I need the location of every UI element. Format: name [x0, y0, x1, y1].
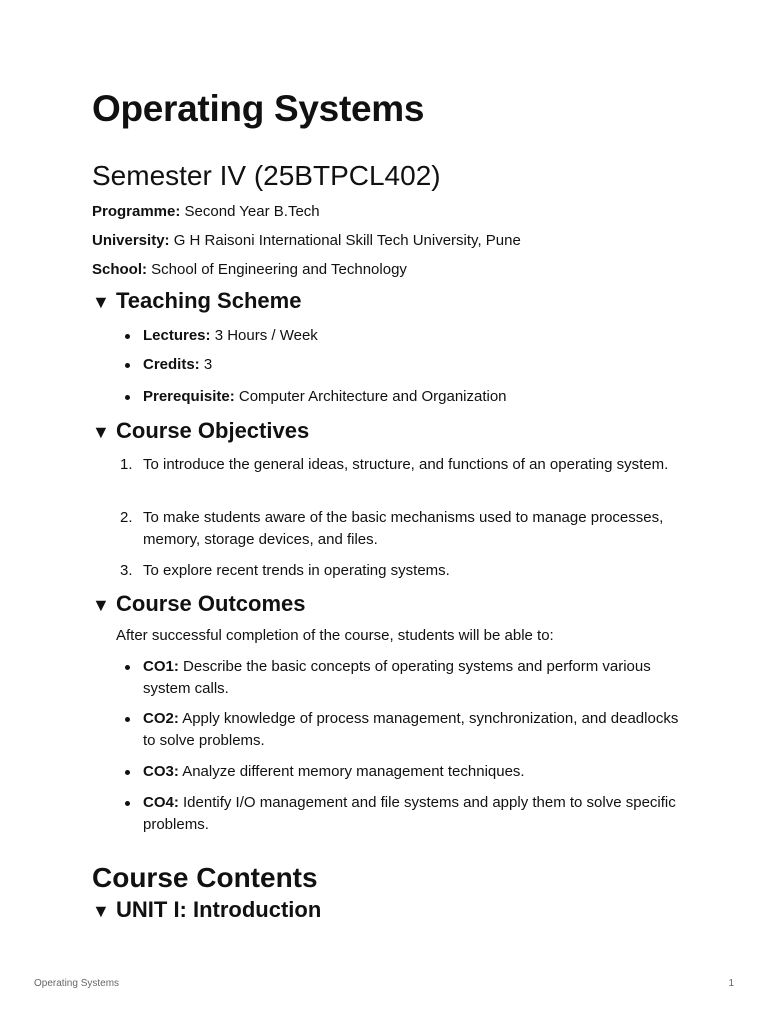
list-item	[120, 560, 680, 582]
meta-programme	[92, 203, 320, 220]
item-value: 3 Hours / Week	[214, 327, 318, 344]
toggle-triangle-icon: ▼	[92, 595, 110, 615]
section-heading: Course Outcomes	[116, 591, 306, 616]
meta-value: Second Year B.Tech	[184, 203, 320, 220]
footer-page-number: 1	[728, 978, 734, 989]
footer-document-name: Operating Systems	[34, 978, 120, 989]
item-label: CO2:	[143, 710, 179, 727]
list-item	[120, 792, 680, 836]
bullet-icon	[125, 395, 130, 400]
bullet-icon	[125, 363, 130, 368]
item-text: To introduce the general ideas, structure, and functions of an operating system.	[143, 456, 669, 473]
meta-label: University:	[92, 232, 170, 249]
item-value: Analyze different memory management techniques.	[182, 763, 525, 780]
list-item	[120, 656, 680, 700]
item-value: Apply knowledge of process management, synchronization, and deadlocks to solve problems.	[143, 710, 679, 749]
item-label: CO4:	[143, 794, 179, 811]
meta-label: Programme:	[92, 203, 181, 220]
item-label: Prerequisite:	[143, 388, 235, 405]
item-text: To make students aware of the basic mechanisms used to manage processes, memory, storage devices, and files.	[143, 509, 664, 548]
list-item	[120, 354, 680, 376]
toggle-teaching-scheme[interactable]	[92, 288, 301, 314]
meta-school	[92, 261, 407, 278]
item-value: Describe the basic concepts of operating systems and perform various system calls.	[143, 658, 651, 697]
list-number: 3.	[120, 562, 133, 579]
course-contents-heading: Course Contents	[92, 862, 318, 893]
toggle-course-outcomes[interactable]	[92, 591, 306, 617]
section-heading: Teaching Scheme	[116, 288, 302, 313]
item-label: CO3:	[143, 763, 179, 780]
item-label: Credits:	[143, 356, 200, 373]
item-value: Computer Architecture and Organization	[238, 388, 507, 405]
bullet-icon	[125, 770, 130, 775]
section-heading: UNIT I: Introduction	[116, 897, 322, 922]
bullet-icon	[125, 334, 130, 339]
list-item	[120, 386, 680, 408]
item-value: Identify I/O management and file systems and apply them to solve specific problems.	[143, 794, 676, 833]
document-subtitle: Semester IV (25BTPCL402)	[92, 160, 441, 191]
bullet-icon	[125, 801, 130, 806]
toggle-triangle-icon: ▼	[92, 422, 110, 442]
list-number: 2.	[120, 509, 133, 526]
list-item	[120, 708, 680, 752]
section-heading: Course Objectives	[116, 418, 310, 443]
list-item	[120, 454, 680, 476]
item-label: CO1:	[143, 658, 179, 675]
toggle-unit-1[interactable]	[92, 897, 321, 923]
document-title: Operating Systems	[92, 88, 425, 129]
item-value: 3	[203, 356, 213, 373]
meta-value: School of Engineering and Technology	[151, 261, 407, 278]
item-text: To explore recent trends in operating systems.	[143, 562, 450, 579]
outcomes-intro: After successful completion of the course, students will be able to:	[116, 627, 554, 644]
list-number: 1.	[120, 456, 133, 473]
toggle-triangle-icon: ▼	[92, 292, 110, 312]
meta-university	[92, 232, 521, 249]
toggle-course-objectives[interactable]	[92, 418, 309, 444]
list-item	[120, 507, 680, 551]
meta-value: G H Raisoni International Skill Tech University, Pune	[173, 232, 521, 249]
bullet-icon	[125, 717, 130, 722]
list-item	[120, 325, 680, 347]
item-label: Lectures:	[143, 327, 211, 344]
meta-label: School:	[92, 261, 147, 278]
toggle-triangle-icon: ▼	[92, 901, 110, 921]
list-item	[120, 761, 680, 783]
bullet-icon	[125, 665, 130, 670]
